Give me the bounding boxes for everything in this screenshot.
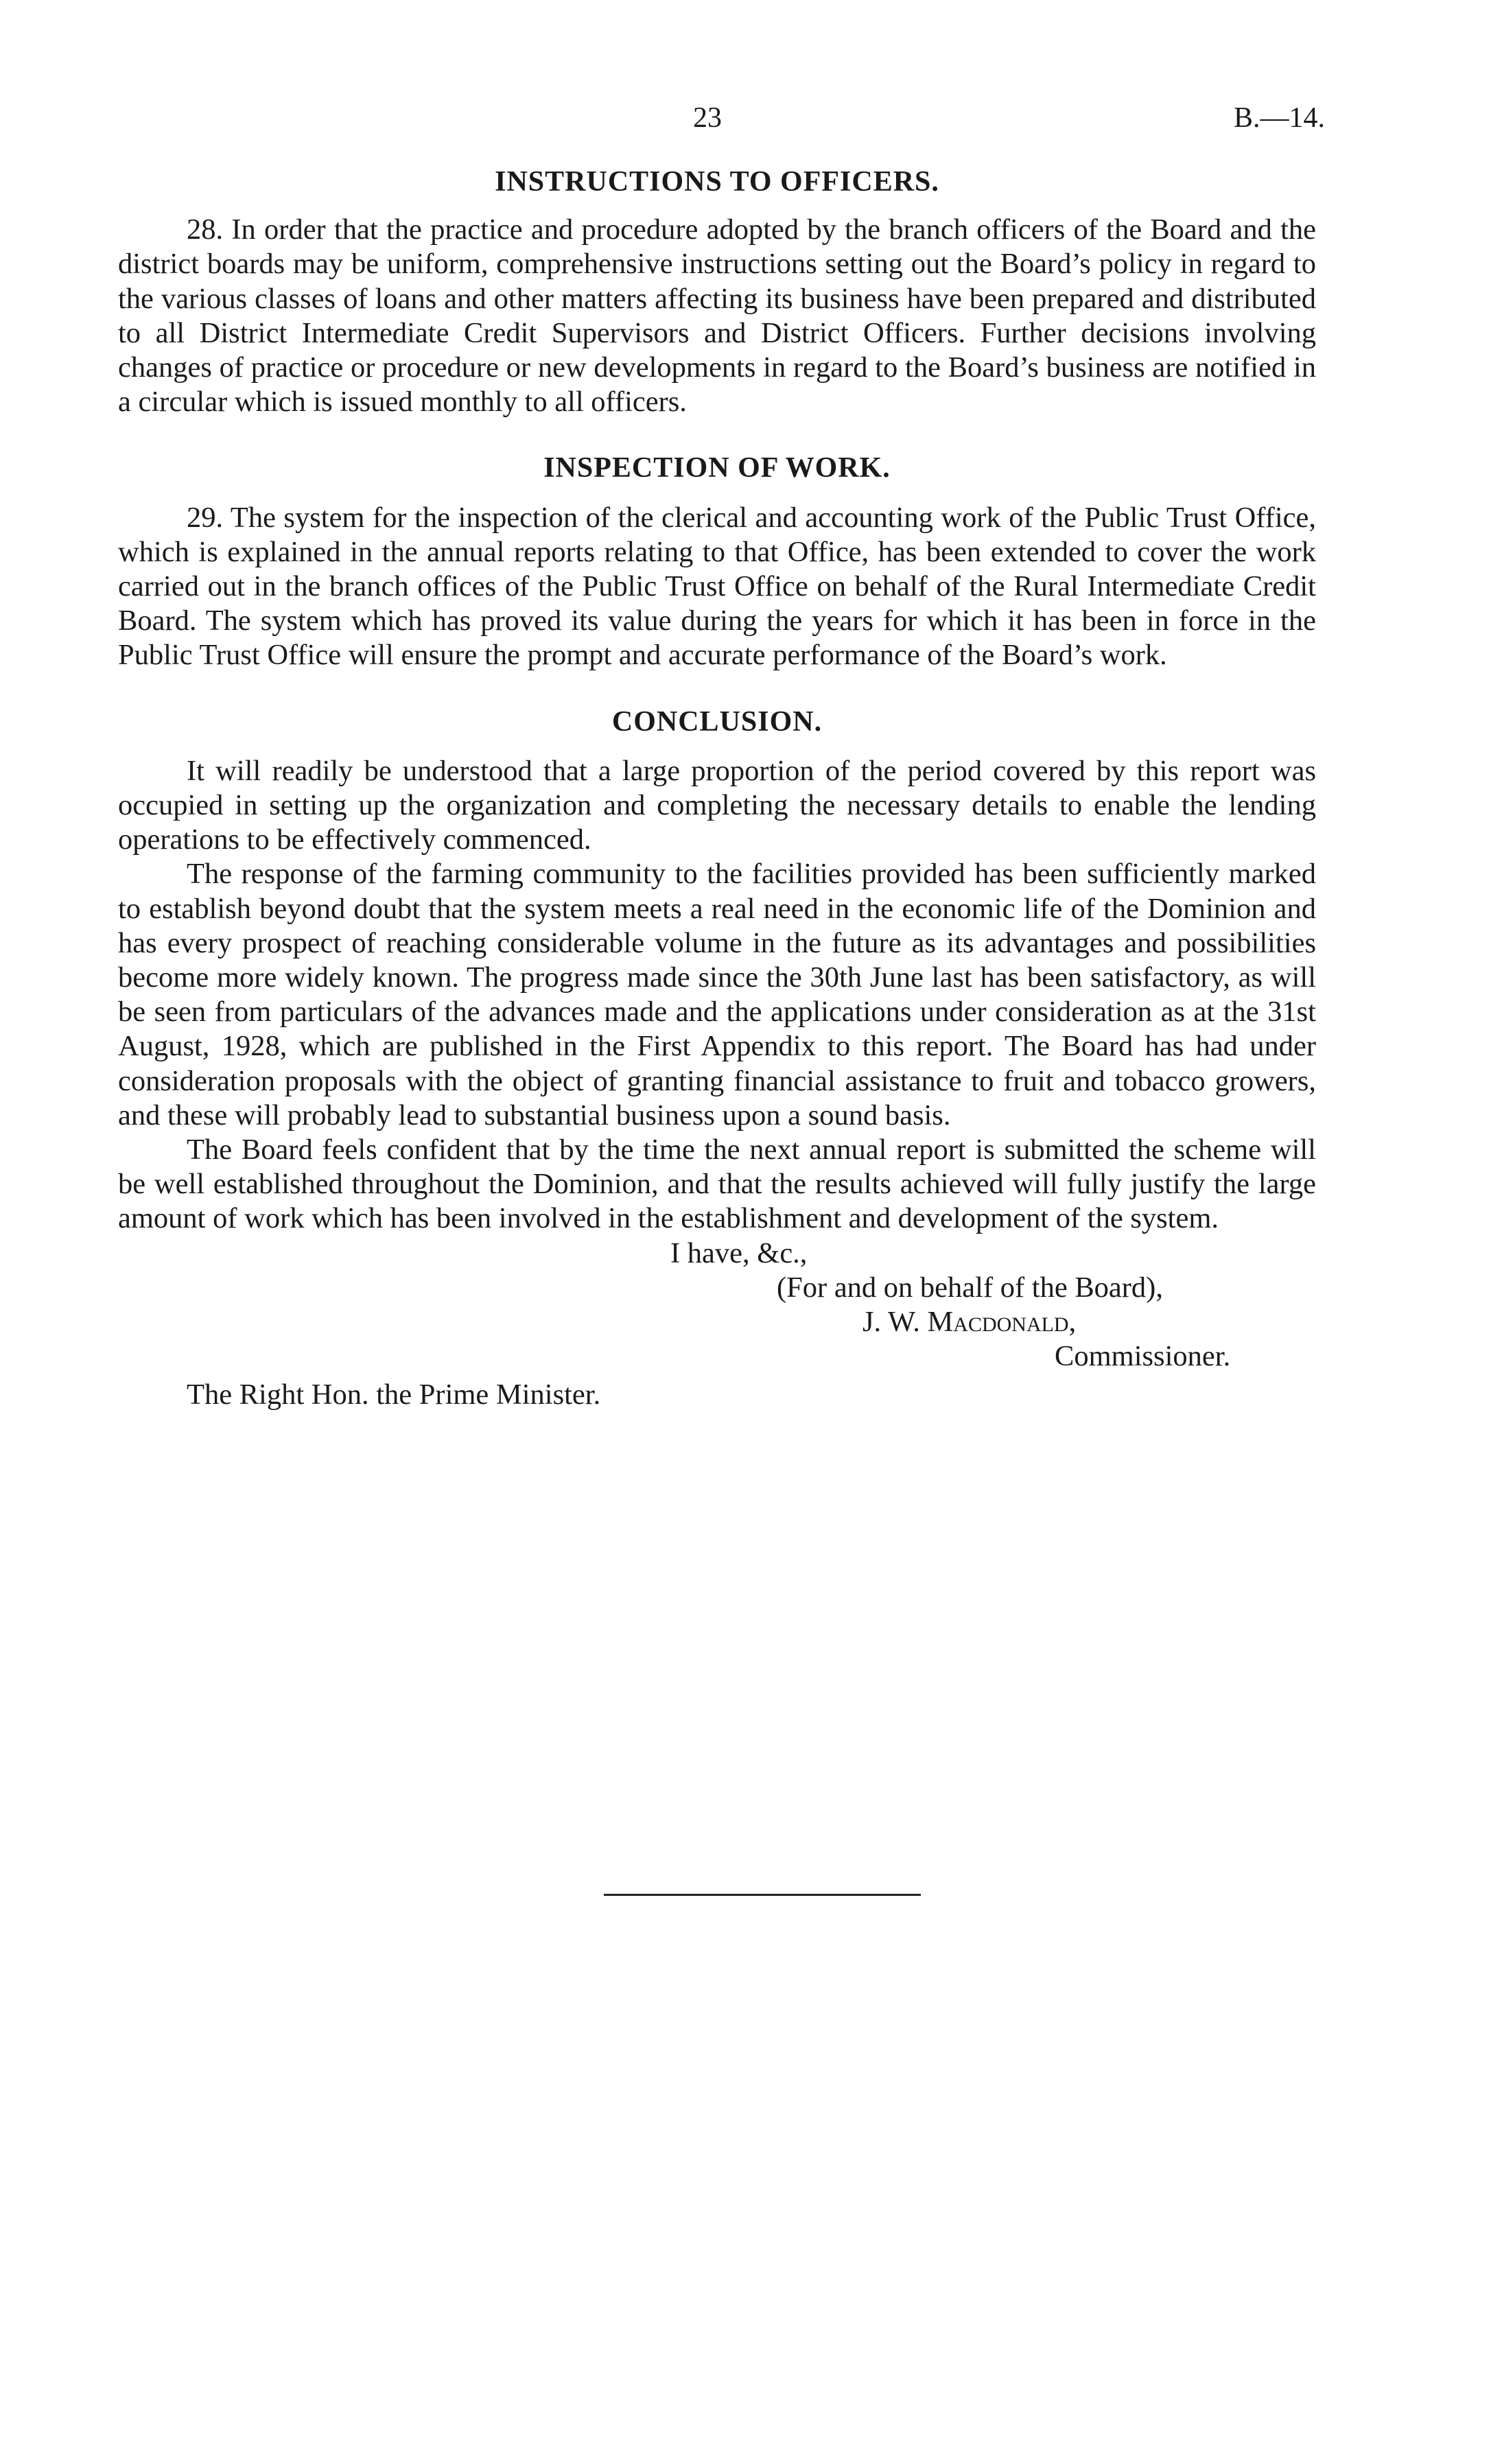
conclusion-paragraph-1: It will readily be understood that a large proportion of the period covered by this report was occupied in setting up the organization and completing the necessary details to enable the lending operations to be effectively commenced. [118,754,1316,856]
section-heading-instructions: INSTRUCTIONS TO OFFICERS. [495,166,939,198]
section-heading-conclusion: CONCLUSION. [611,705,823,738]
signatory-line [118,1305,1316,1339]
closing-on-behalf: (For and on behalf of the Board), [777,1271,1163,1304]
signatory-title: Commissioner. [1055,1339,1231,1372]
closing-salutation: I have, &c., [670,1236,808,1269]
closing-block [118,1236,1316,1374]
page-number: 23 [693,102,722,134]
end-rule-divider [604,1894,921,1896]
conclusion-paragraph-2: The response of the farming community to the facilities provided has been sufficiently marked to establish beyond doubt that the system meets a real need in the economic life of the Dominion and has every prospect of reaching considerable volume in the future as its advantages and possibilities become more widely known. The progress made since the 30th June last has been satisfactory, as will be seen from particulars of the advances made and the applications under consideration as at the 31st August, 1928, which are published in the First Appendix to this report. The Board has had under consideration proposals with the object of granting financial assistance to fruit and tobacco growers, and these will probably lead to substantial business upon a sound basis. [118,858,1316,1131]
conclusion-paragraph-3: The Board feels confident that by the time the next annual report is submitted the scheme will be well established throughout the Dominion, and that the results achieved will fully justify the large amount of work which has been involved in the establishment and development of the system. [118,1134,1316,1235]
addressee: The Right Hon. the Prime Minister. [187,1378,601,1411]
paragraph-29: 29. The system for the inspection of the clerical and accounting work of the Public Trust Office, which is explained in the annual reports relating to that Office, has been extended to cover the work carried out in the branch offices of the Public Trust Office on behalf of the Rural Intermediate Credit Board. The system which has proved its value during the years for which it has been in force in the Public Trust Office will ensure the prompt and accurate performance of the Board’s work. [118,501,1316,672]
document-reference: B.—14. [1233,102,1325,134]
paragraph-28: 28. In order that the practice and procedure adopted by the branch officers of the Board and the district boards may be uniform, comprehensive instructions setting out the Board’s policy in regard to the various classes of loans and other matters affecting its business have been prepared and distributed to all District Intermediate Credit Supervisors and District Officers. Further decisions involving changes of practice or procedure or new developments in regard to the Board’s business are notified in a circular which is issued monthly to all officers. [118,213,1316,419]
section-heading-inspection: INSPECTION OF WORK. [543,452,891,484]
document-body [118,165,1316,1412]
signatory-name: J. W. Macdonald, [862,1305,1077,1338]
